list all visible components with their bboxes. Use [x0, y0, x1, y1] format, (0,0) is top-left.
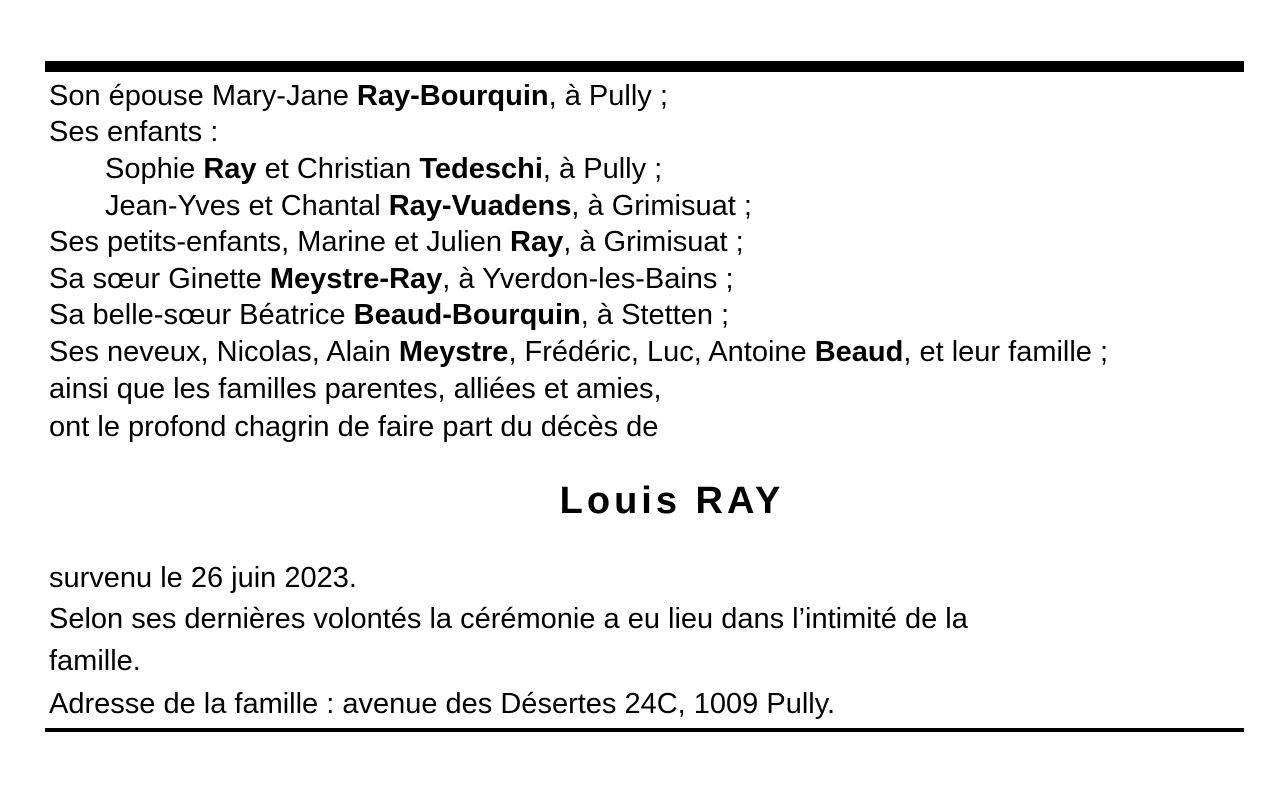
text-segment: Sa sœur Ginette — [49, 263, 270, 295]
family-name: Ray-Vuadens — [388, 190, 572, 222]
family-line-relatives — [49, 371, 662, 407]
text-segment: Sophie — [105, 153, 204, 185]
family-line-grandchildren — [49, 224, 744, 260]
text-segment: Ses petits-enfants, Marine et Julien — [49, 226, 511, 258]
announcement-line — [49, 409, 658, 445]
text-segment: et Christian — [256, 153, 420, 185]
deceased-name: Louis RAY — [559, 480, 785, 522]
text-segment: , à Pully ; — [542, 153, 663, 185]
family-name: Ray-Bourquin — [356, 80, 549, 112]
family-name: Meystre — [398, 336, 509, 368]
text-segment: , et leur famille ; — [903, 336, 1109, 368]
family-line-child-2 — [105, 188, 752, 224]
family-line-child-1 — [105, 151, 662, 187]
text-segment: Son épouse Mary-Jane — [49, 80, 357, 112]
ceremony-line-continued: famille. — [49, 645, 141, 677]
text-segment: , à Grimisuat ; — [563, 226, 744, 258]
ceremony-line: Selon ses dernières volontés la cérémonie a eu lieu dans l’intimité de la — [49, 603, 968, 635]
text-segment: , à Grimisuat ; — [571, 190, 752, 222]
top-rule — [45, 61, 1244, 72]
text-segment: , à Yverdon-les-Bains ; — [442, 263, 734, 295]
family-name: Ray — [203, 153, 257, 185]
text-segment: , à Stetten ; — [580, 299, 730, 331]
text-segment: , Frédéric, Luc, Antoine — [508, 336, 815, 368]
family-line-sister-in-law — [49, 297, 729, 333]
bottom-rule — [45, 728, 1244, 732]
family-address-line: Adresse de la famille : avenue des Désertes 24C, 1009 Pully. — [49, 688, 836, 720]
family-line-sister — [49, 261, 734, 297]
family-name: Tedeschi — [419, 153, 543, 185]
text-segment: ainsi que les familles parentes, alliées et amies, — [49, 373, 662, 405]
text-segment: Ses neveux, Nicolas, Alain — [49, 336, 399, 368]
family-line-nephews — [49, 334, 1108, 370]
text-segment: Jean-Yves et Chantal — [105, 190, 389, 222]
family-name: Beaud-Bourquin — [353, 299, 581, 331]
death-date-line: survenu le 26 juin 2023. — [49, 562, 357, 594]
family-line-spouse — [49, 78, 668, 114]
family-name: Beaud — [814, 336, 904, 368]
text-segment: Sa belle-sœur Béatrice — [49, 299, 354, 331]
family-name: Ray — [510, 226, 564, 258]
text-segment: , à Pully ; — [548, 80, 668, 112]
text-segment: Ses enfants : — [49, 116, 219, 148]
family-line-children-heading — [49, 114, 218, 150]
text-segment: ont le profond chagrin de faire part du décès de — [49, 411, 659, 443]
family-name: Meystre-Ray — [269, 263, 443, 295]
